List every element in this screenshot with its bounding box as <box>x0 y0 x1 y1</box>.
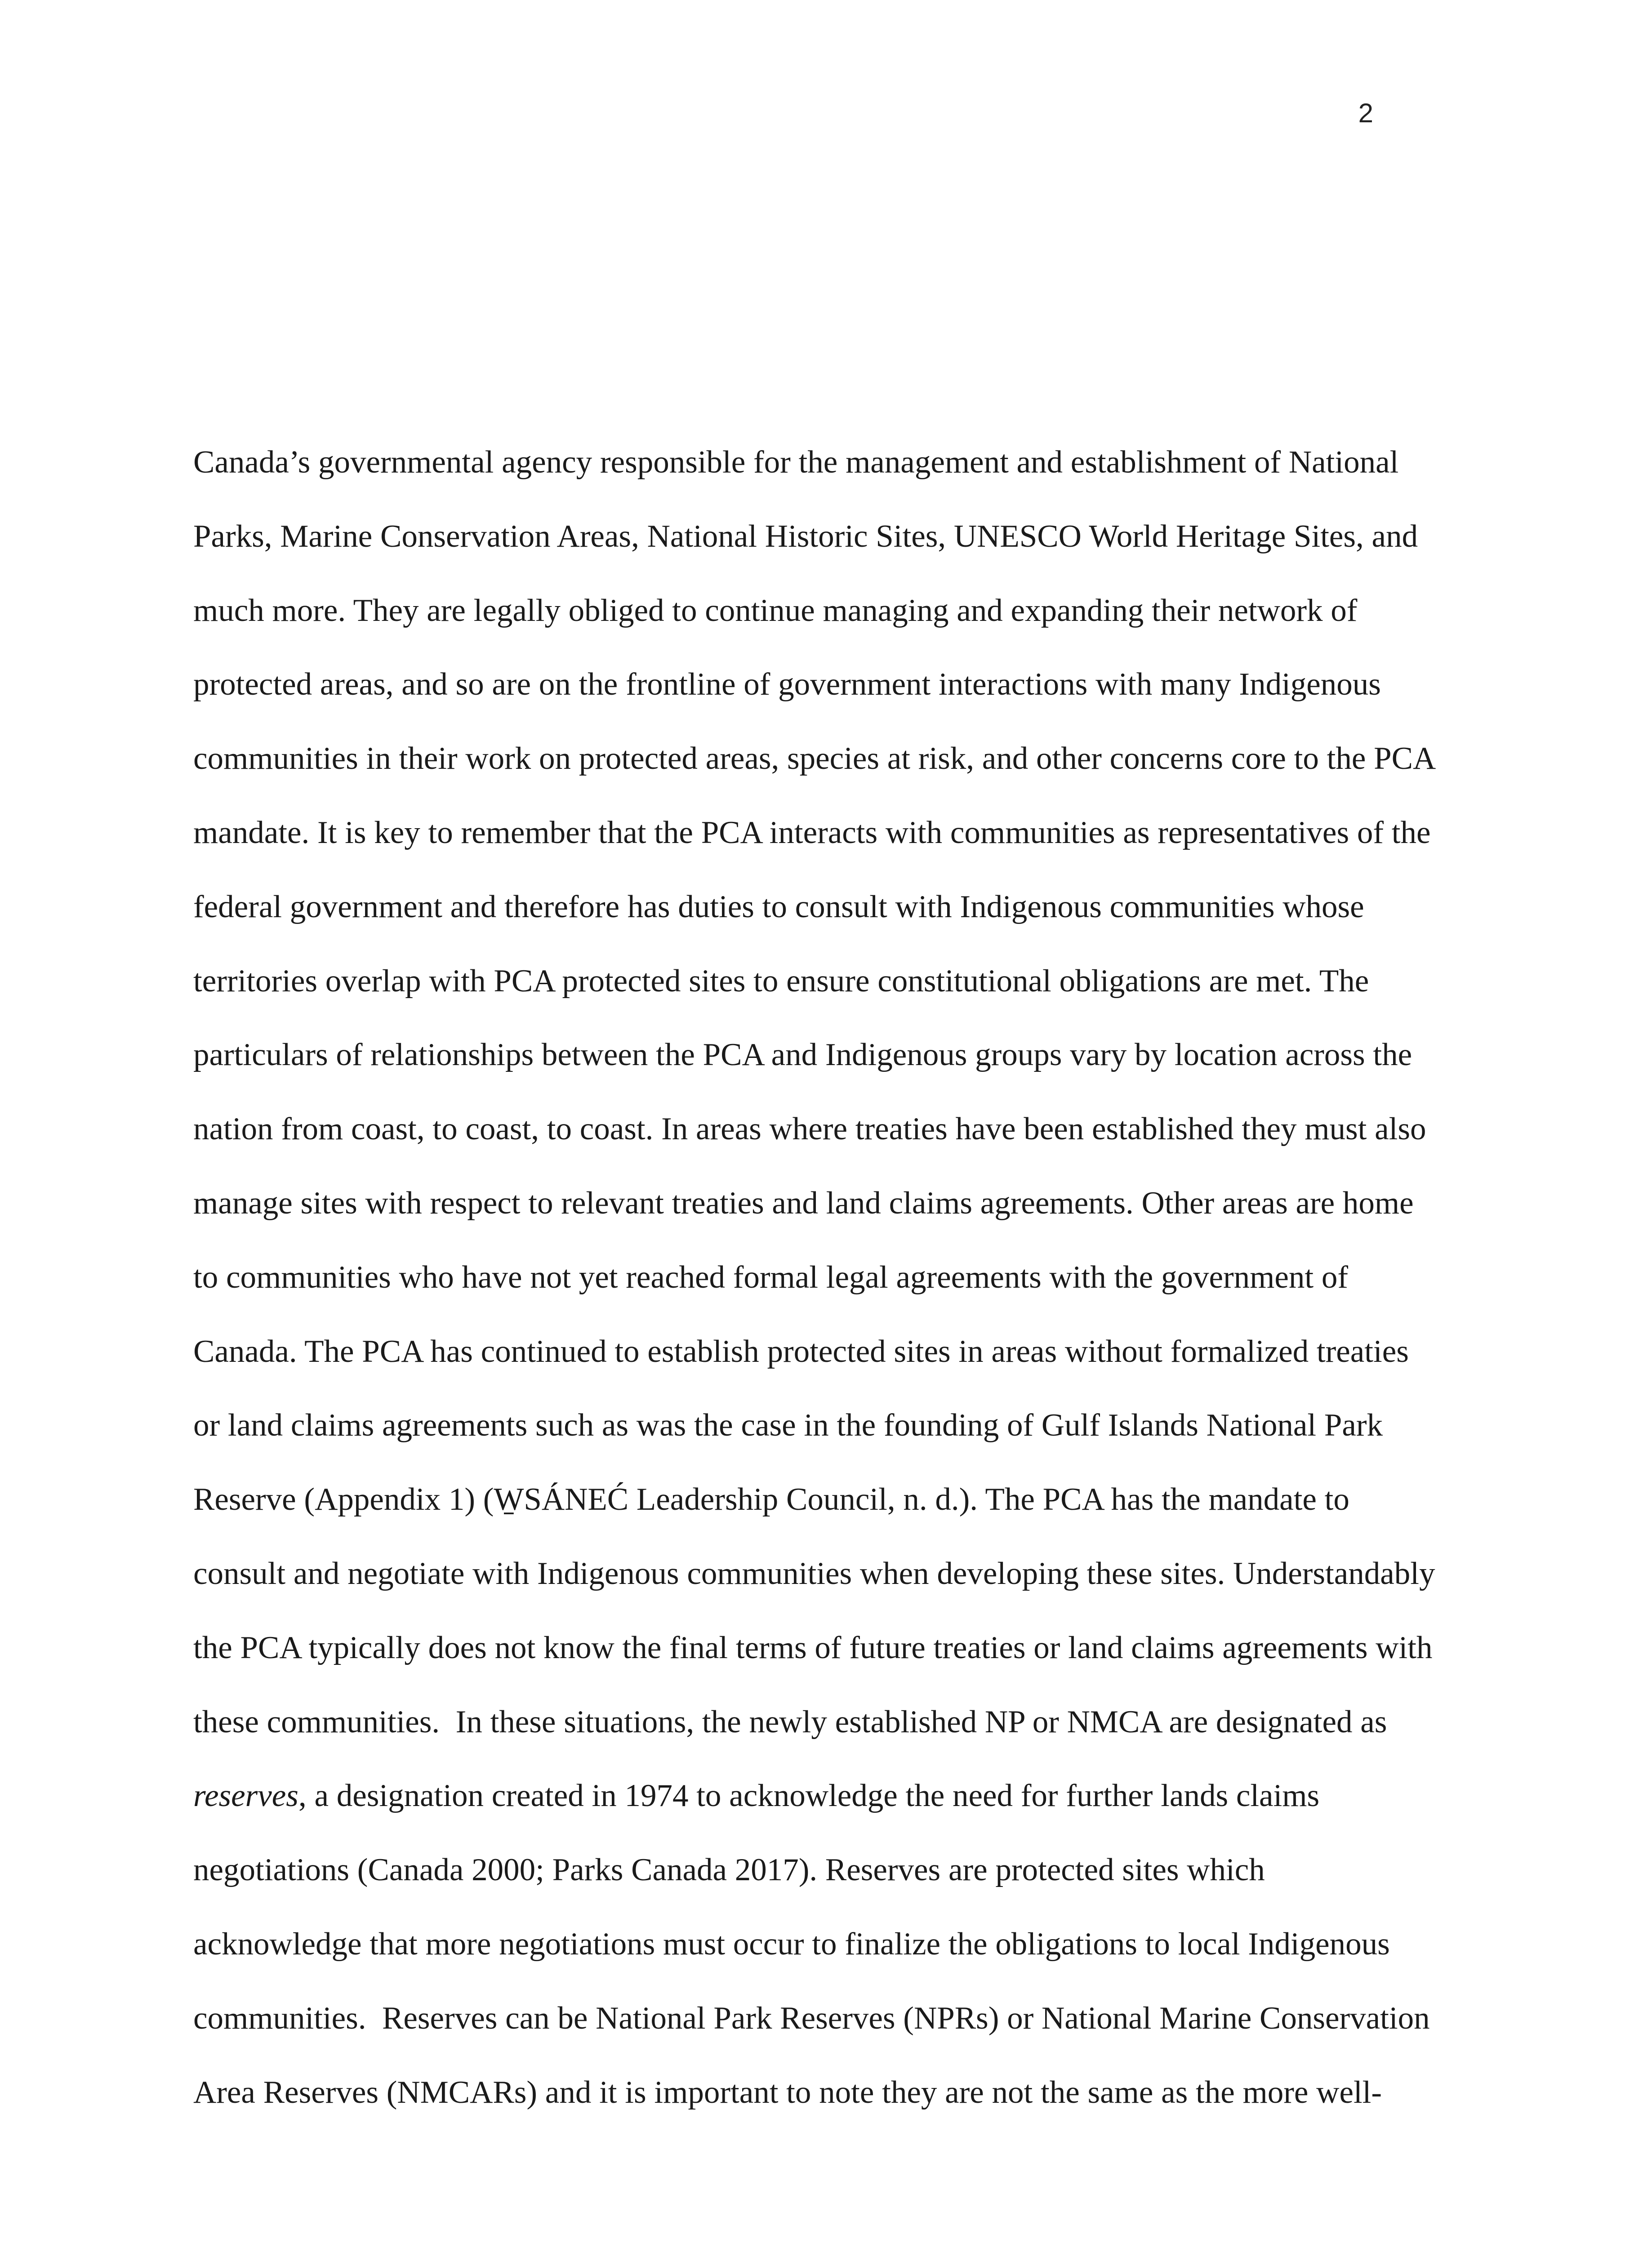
italic-text-run: reserves <box>193 1778 298 1814</box>
text-line <box>193 1922 1488 1996</box>
text-run: communities in their work on protected areas, species at risk, and other concerns core to the PCA <box>193 741 1436 776</box>
text-line <box>193 1847 1488 1922</box>
text-run: these communities. In these situations, the newly established NP or NMCA are designated as <box>193 1704 1387 1740</box>
text-line <box>193 1996 1488 2070</box>
text-run: territories overlap with PCA protected sites to ensure constitutional obligations are met. The <box>193 963 1369 999</box>
text-line <box>193 1106 1488 1181</box>
text-run: to communities who have not yet reached formal legal agreements with the government of <box>193 1259 1348 1295</box>
text-line <box>193 959 1488 1033</box>
text-run: Area Reserves (NMCARs) and it is important to note they are not the same as the more well- <box>193 2074 1382 2110</box>
text-line <box>193 1032 1488 1106</box>
text-line <box>193 1551 1488 1625</box>
text-line <box>193 1625 1488 1699</box>
text-run: or land claims agreements such as was the case in the founding of Gulf Islands National Park <box>193 1408 1383 1443</box>
text-run: the PCA typically does not know the final terms of future treaties or land claims agreements with <box>193 1630 1433 1665</box>
text-line <box>193 440 1488 514</box>
text-run: acknowledge that more negotiations must occur to finalize the obligations to local Indigenous <box>193 1926 1390 1962</box>
text-line <box>193 662 1488 736</box>
text-line <box>193 810 1488 884</box>
text-line <box>193 736 1488 810</box>
text-line <box>193 1255 1488 1329</box>
text-run: nation from coast, to coast, to coast. In areas where treaties have been established they must also <box>193 1111 1426 1147</box>
text-run: negotiations (Canada 2000; Parks Canada 2017). Reserves are protected sites which <box>193 1852 1265 1888</box>
text-line <box>193 514 1488 588</box>
text-line <box>193 884 1488 959</box>
text-line <box>193 1403 1488 1477</box>
page-number: 2 <box>1358 98 1373 128</box>
text-run: , a designation created in 1974 to acknowledge the need for further lands claims <box>298 1778 1320 1814</box>
text-run: Parks, Marine Conservation Areas, National Historic Sites, UNESCO World Heritage Sites, and <box>193 518 1418 554</box>
body-paragraph <box>193 440 1488 2144</box>
text-line <box>193 1329 1488 1403</box>
text-line <box>193 588 1488 662</box>
text-run: manage sites with respect to relevant treaties and land claims agreements. Other areas are home <box>193 1185 1414 1221</box>
text-run: Canada. The PCA has continued to establish protected sites in areas without formalized treaties <box>193 1334 1409 1369</box>
text-line <box>193 1773 1488 1847</box>
text-line <box>193 1699 1488 1774</box>
text-run: Reserve (Appendix 1) (W̱SÁNEĆ Leadership Council, n. d.). The PCA has the mandate to <box>193 1482 1349 1517</box>
text-run: mandate. It is key to remember that the PCA interacts with communities as representatives of the <box>193 815 1431 850</box>
text-line <box>193 2070 1488 2144</box>
text-run: Canada’s governmental agency responsible for the management and establishment of National <box>193 445 1399 480</box>
text-line <box>193 1477 1488 1551</box>
text-line <box>193 1181 1488 1255</box>
text-run: protected areas, and so are on the frontline of government interactions with many Indigenous <box>193 667 1381 702</box>
text-run: much more. They are legally obliged to continue managing and expanding their network of <box>193 593 1358 628</box>
text-run: communities. Reserves can be National Park Reserves (NPRs) or National Marine Conservation <box>193 2000 1430 2036</box>
text-run: consult and negotiate with Indigenous communities when developing these sites. Understandably <box>193 1556 1435 1591</box>
text-run: particulars of relationships between the PCA and Indigenous groups vary by location across the <box>193 1037 1412 1073</box>
text-run: federal government and therefore has duties to consult with Indigenous communities whose <box>193 889 1364 924</box>
